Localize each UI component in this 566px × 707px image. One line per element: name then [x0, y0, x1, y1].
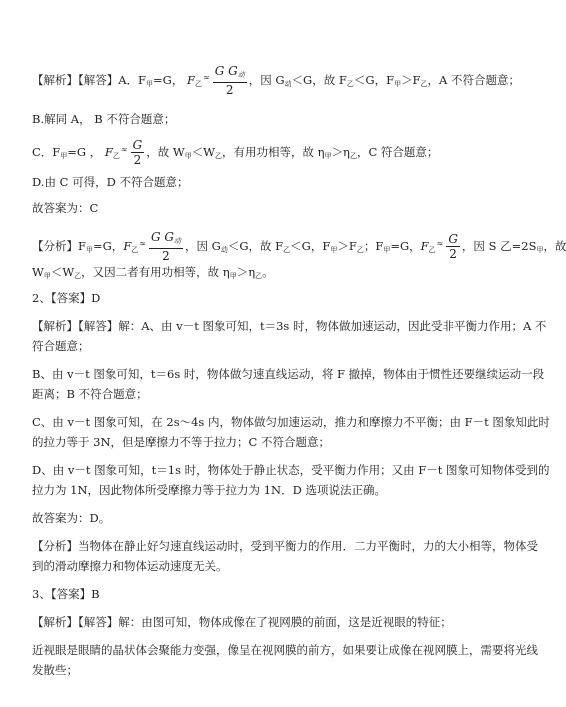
- subscript: 甲: [184, 152, 192, 160]
- line-3: [32, 136, 476, 170]
- text: =G ，: [67, 145, 102, 159]
- approx-sign: ≈: [203, 73, 210, 82]
- subscript: 乙: [112, 152, 120, 160]
- text: ；F: [363, 239, 384, 253]
- subscript: 甲: [85, 246, 93, 254]
- text: =G，: [390, 239, 421, 253]
- line-8: 2、【答案】D: [32, 291, 101, 305]
- subscript: 乙: [356, 246, 364, 254]
- line-4: D.由 C 可得，D 不符合题意；: [32, 175, 189, 189]
- subscript: 乙: [195, 80, 203, 88]
- denominator: 2: [449, 247, 457, 261]
- subscript: 乙: [255, 272, 263, 280]
- text: ，因 G: [185, 239, 221, 253]
- text: ，A 不符合题意；: [427, 73, 521, 87]
- subscript: 甲: [229, 272, 237, 280]
- text: ＞η: [331, 145, 350, 159]
- fraction: [149, 231, 183, 263]
- text: ，因 S 乙=2S: [461, 239, 537, 253]
- text: ，有用功相等，故 η: [222, 145, 325, 159]
- formula-f: F: [420, 239, 429, 253]
- line-13: C、由 v－t 图象可知，在 2s～4s 内，物体做匀加速运动，推力和摩擦力不平衡；由 F－t 图象知此时: [32, 415, 550, 429]
- subscript: 动: [220, 246, 228, 254]
- line-11: B、由 v－t 图象可知，t＝6s 时，物体做匀速直线运动，将 F 撤掉，物体由于惯性还要继续运动一段: [32, 367, 545, 381]
- line-15: D、由 v－t 图象可知，t＝1s 时，物体处于静止状态，受平衡力作用；又由 F－t 图象可知物体受到的: [32, 463, 550, 477]
- subscript: 甲: [324, 152, 332, 160]
- formula-f: F: [123, 239, 132, 253]
- subscript: 甲: [536, 246, 544, 254]
- text: ＜G，故 F: [291, 73, 347, 87]
- text: ，又因二者有用功相等，故 η: [81, 265, 230, 279]
- formula-f: F: [104, 145, 113, 159]
- line-7: [32, 264, 476, 284]
- subscript: 乙: [74, 272, 82, 280]
- subscript: 甲: [394, 80, 402, 88]
- text: ，C 符合题意；: [356, 145, 439, 159]
- text: =G，: [92, 239, 124, 253]
- subscript: 动: [174, 237, 181, 245]
- subscript: 乙: [420, 80, 428, 88]
- subscript: 甲: [60, 152, 68, 160]
- text: ，故: [543, 239, 566, 253]
- subscript: 乙: [283, 246, 291, 254]
- text: 【分析】F: [32, 239, 86, 253]
- subscript: 动: [237, 71, 245, 79]
- denominator: 2: [133, 153, 142, 167]
- subscript: 乙: [428, 246, 436, 254]
- text: ＜G，F: [290, 239, 331, 253]
- text: ＜W: [50, 265, 75, 279]
- line-6: [32, 230, 566, 264]
- subscript: 甲: [146, 80, 154, 88]
- text: C．F: [32, 145, 61, 159]
- subscript: 乙: [349, 152, 357, 160]
- line-21: 【解析】【解答】解：由图可知，物体成像在了视网膜的前面，这是近视眼的特征；: [32, 615, 452, 629]
- line-16: 拉力为 1N，因此物体所受摩擦力等于拉力为 1N．D 选项说法正确。: [32, 483, 386, 497]
- subscript: 乙: [215, 152, 223, 160]
- denominator: 2: [225, 83, 234, 97]
- text: ＞F: [401, 73, 421, 87]
- denominator: 2: [162, 249, 170, 263]
- numerator: G G: [214, 64, 238, 78]
- subscript: 甲: [383, 246, 391, 254]
- line-14: 的拉力等于 3N，但是摩擦力不等于拉力；C 不符合题意；: [32, 435, 330, 449]
- line-5: 故答案为：C: [32, 201, 99, 215]
- fraction: [131, 139, 145, 167]
- line-2: B.解同 A， B 不符合题意；: [32, 112, 176, 126]
- line-19: 到的滑动摩擦力和物体运动速度无关。: [32, 559, 228, 573]
- text: ，故 W: [146, 145, 185, 159]
- line-20: 3、【答案】B: [32, 587, 100, 601]
- text: ＞η: [236, 265, 256, 279]
- line-9: 【解析】【解答】解：A、由 v－t 图象可知，t＝3s 时，物体做加速运动，因此受非平衡力作用；A 不: [32, 319, 547, 333]
- approx-sign: ≈: [120, 145, 128, 154]
- subscript: 乙: [131, 246, 139, 254]
- text: 。: [262, 265, 274, 279]
- approx-sign: ≈: [139, 239, 146, 248]
- line-10: 符合题意；: [32, 339, 90, 353]
- text: ，因 G: [248, 73, 285, 87]
- text: ＜G，F: [353, 73, 395, 87]
- line-17: 故答案为：D。: [32, 511, 111, 525]
- line-1: [32, 64, 521, 98]
- text: 【解析】【解答】A．F: [32, 73, 147, 87]
- subscript: 动: [284, 80, 292, 88]
- fraction: [446, 233, 460, 261]
- text: ＞F: [337, 239, 357, 253]
- approx-sign: ≈: [436, 239, 444, 248]
- subscript: 甲: [43, 272, 51, 280]
- line-12: 距离；B 不符合题意；: [32, 387, 148, 401]
- fraction: [213, 65, 247, 97]
- line-22: 近视眼是眼睛的晶状体会聚能力变强，像呈在视网膜的前方，如果要让成像在视网膜上，需要将光线: [32, 643, 538, 657]
- line-18: 【分析】当物体在静止好匀速直线运动时，受到平衡力的作用．二力平衡时，力的大小相等，物体受: [32, 539, 538, 553]
- subscript: 乙: [346, 80, 354, 88]
- text: =G，: [153, 73, 184, 87]
- subscript: 甲: [330, 246, 338, 254]
- line-23: 发散些；: [32, 663, 78, 677]
- text: ＜W: [191, 145, 216, 159]
- text: ＜G，故 F: [227, 239, 284, 253]
- numerator: G G: [151, 230, 174, 244]
- formula-f: F: [187, 73, 196, 87]
- numerator: G: [448, 232, 458, 246]
- numerator: G: [132, 138, 143, 152]
- text: W: [32, 265, 44, 279]
